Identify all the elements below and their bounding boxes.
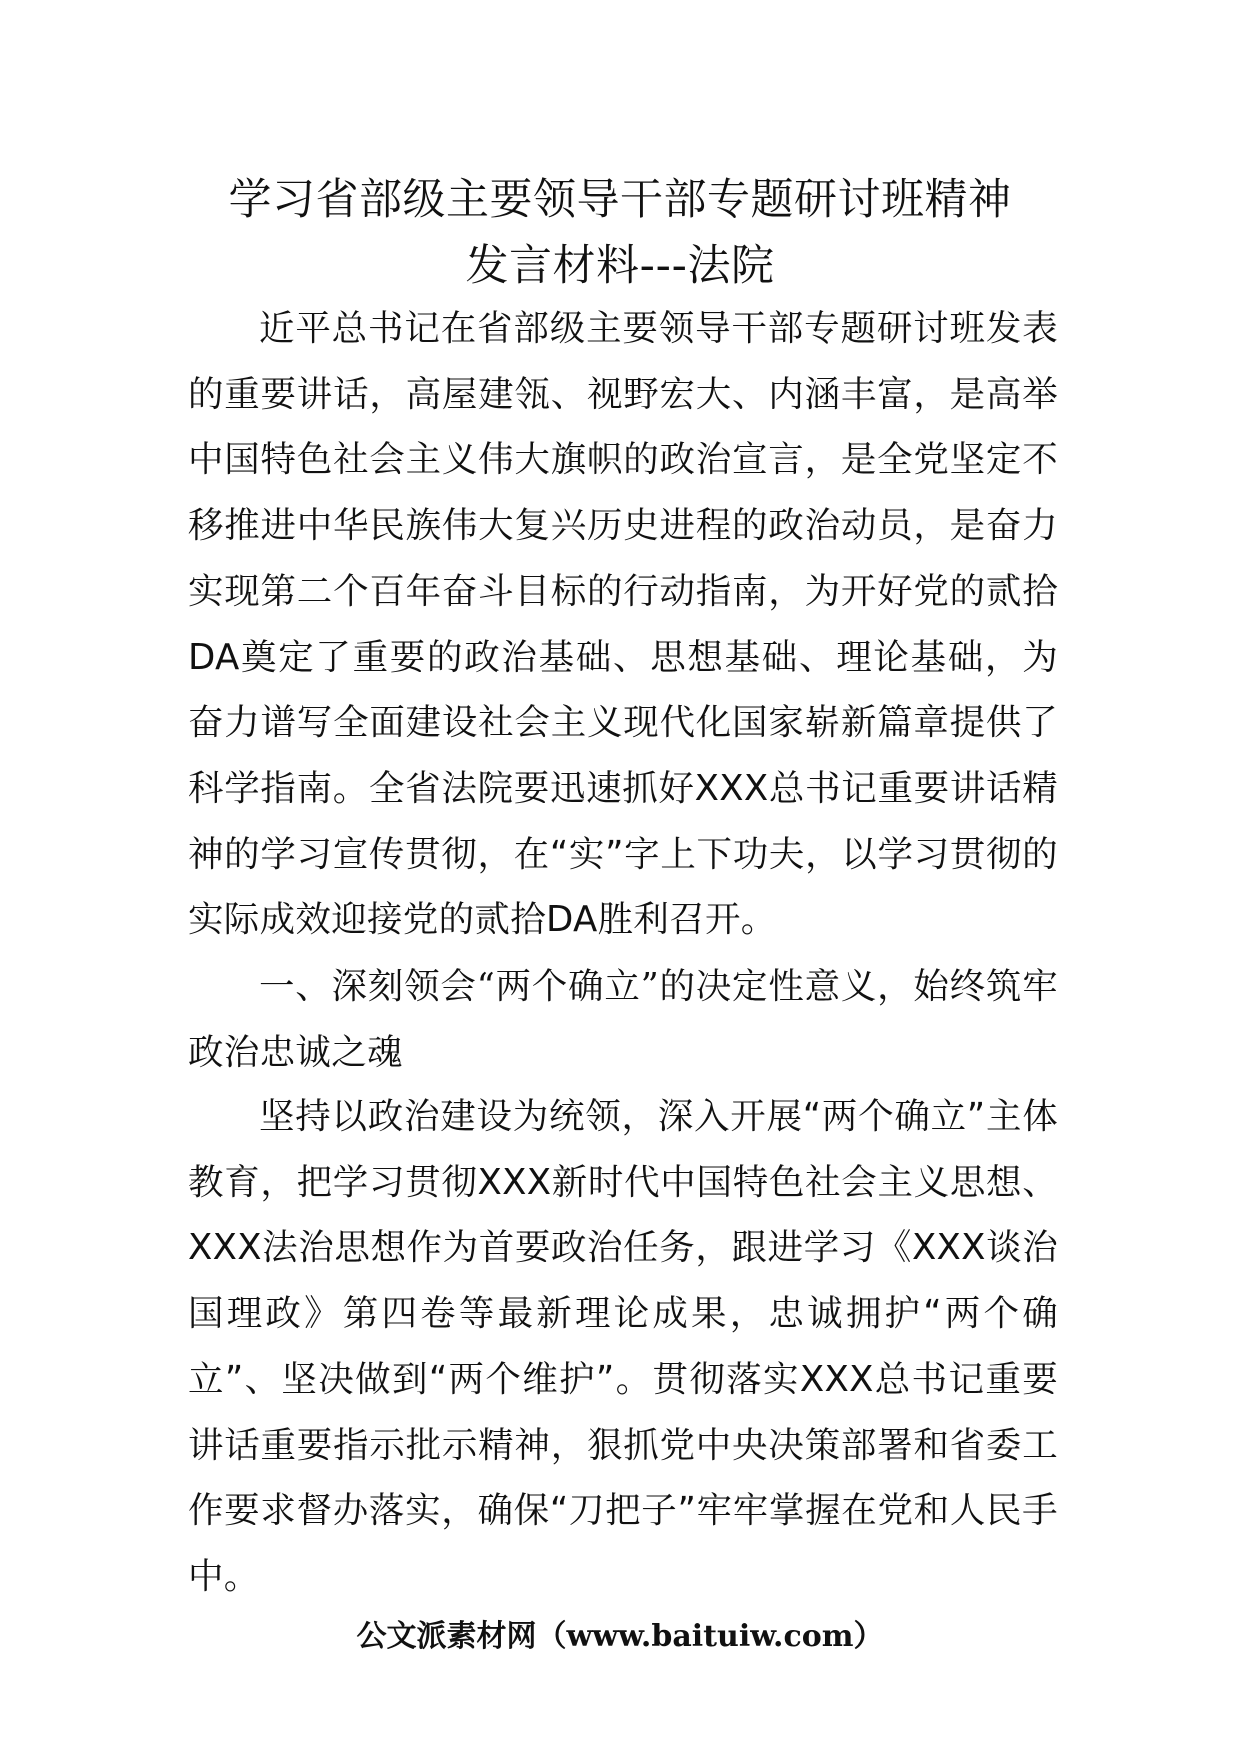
body-paragraph-1: 近平总书记在省部级主要领导干部专题研讨班发表的重要讲话，高屋建瓴、视野宏大、内涵丰富，是高举中国特色社会主义伟大旗帜的政治宣言，是全党坚定不移推进中华民族伟大复兴历史进程的政治动员，是奋力实现第二个百年奋斗目标的行动指南，为开好党的贰拾DA奠定了重要的政治基础、思想基础、理论基础，为奋力谱写全面建设社会主义现代化国家崭新篇章提供了科学指南。全省法院要迅速抓好XXX总书记重要讲话精神的学习宣传贯彻，在“实”字上下功夫，以学习贯彻的实际成效迎接党的贰拾DA胜利召开。 [188, 308, 1058, 941]
section-heading-1: 一、深刻领会“两个确立”的决定性意义，始终筑牢政治忠诚之魂 [188, 966, 1058, 1073]
body-paragraph-2: 坚持以政治建设为统领，深入开展“两个确立”主体教育，把学习贯彻XXX新时代中国特色社会主义思想、XXX法治思想作为首要政治任务，跟进学习《XXX谈治国理政》第四卷等最新理论成果，忠诚拥护“两个确立”、坚决做到“两个维护”。贯彻落实XXX总书记重要讲话重要指示批示精神，狠抓党中央决策部署和省委工作要求督办落实，确保“刀把子”牢牢掌握在党和人民手中。 [188, 1096, 1058, 1597]
footer-watermark: 公文派素材网（www.baituiw.com） [356, 1619, 884, 1654]
document-title-line-2: 发言材料---法院 [465, 241, 775, 291]
document-title-line-1: 学习省部级主要领导干部专题研讨班精神 [228, 175, 1012, 225]
